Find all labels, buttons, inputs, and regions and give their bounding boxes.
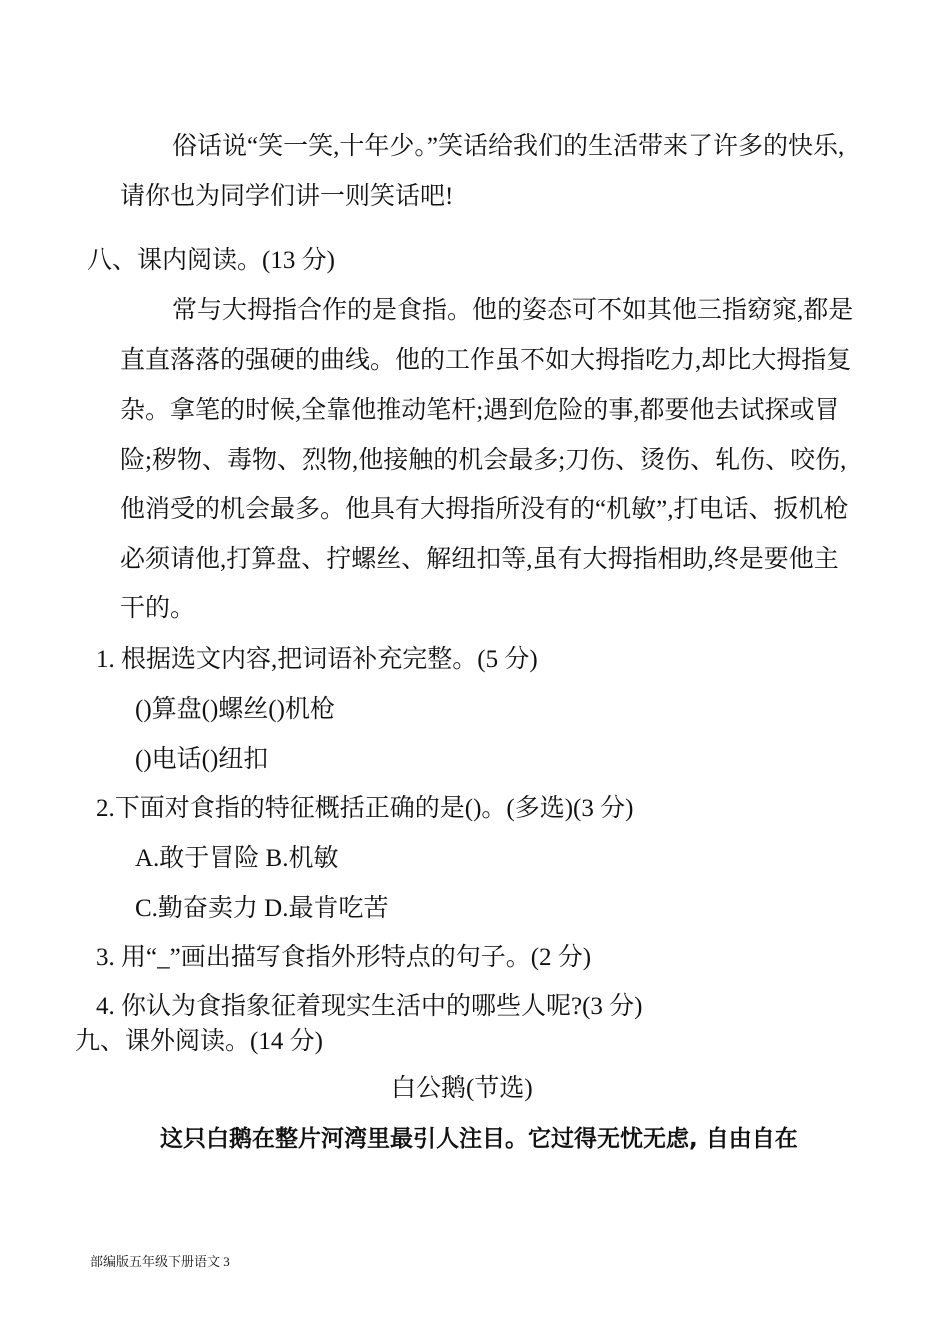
question-2-options-cd: C.勤奋卖力 D.最肯吃苦 [135, 895, 389, 922]
reading-line-1: 这只白鹅在整片河湾里最引人注目。它过得无忧无虑, 自由自在 [160, 1126, 798, 1152]
passage-line-4: 险;秽物、毒物、烈物,他接触的机会最多;刀伤、烫伤、轧伤、咬伤, [120, 447, 847, 474]
question-2-options-ab: A.敢于冒险 B.机敏 [135, 845, 339, 872]
intro-line-1: 俗话说“笑一笑,十年少。”笑话给我们的生活带来了许多的快乐, [172, 133, 845, 160]
passage-line-5: 他消受的机会最多。他具有大拇指所没有的“机敏”,打电话、扳机枪 [120, 496, 849, 523]
question-1-words-1: ()算盘()螺丝()机枪 [135, 696, 335, 723]
intro-line-2: 请你也为同学们讲一则笑话吧! [120, 183, 454, 210]
question-1-words-2: ()电话()纽扣 [135, 746, 269, 773]
question-1: 1. 根据选文内容,把词语补充完整。(5 分) [96, 646, 538, 673]
passage-line-2: 直直落落的强硬的曲线。他的工作虽不如大拇指吃力,却比大拇指复 [120, 347, 852, 374]
passage-line-1: 常与大拇指合作的是食指。他的姿态可不如其他三指窈窕,都是 [172, 297, 854, 324]
reading-title: 白公鹅(节选) [391, 1075, 533, 1102]
passage-line-3: 杂。拿笔的时候,全靠他推动笔杆;遇到危险的事,都要他去试探或冒 [120, 397, 840, 424]
passage-line-7: 干的。 [120, 595, 196, 622]
section-8-heading: 八、课内阅读。(13 分) [87, 247, 335, 274]
page-footer: 部编版五年级下册语文 3 [90, 1254, 230, 1269]
question-3: 3. 用“_”画出描写食指外形特点的句子。(2 分) [96, 944, 592, 971]
question-2: 2.下面对食指的特征概括正确的是()。(多选)(3 分) [96, 795, 634, 822]
passage-line-6: 必须请他,打算盘、拧螺丝、解纽扣等,虽有大拇指相助,终是要他主 [120, 546, 839, 573]
question-4: 4. 你认为食指象征着现实生活中的哪些人呢?(3 分) [96, 993, 643, 1020]
section-9-heading: 九、课外阅读。(14 分) [75, 1028, 323, 1055]
